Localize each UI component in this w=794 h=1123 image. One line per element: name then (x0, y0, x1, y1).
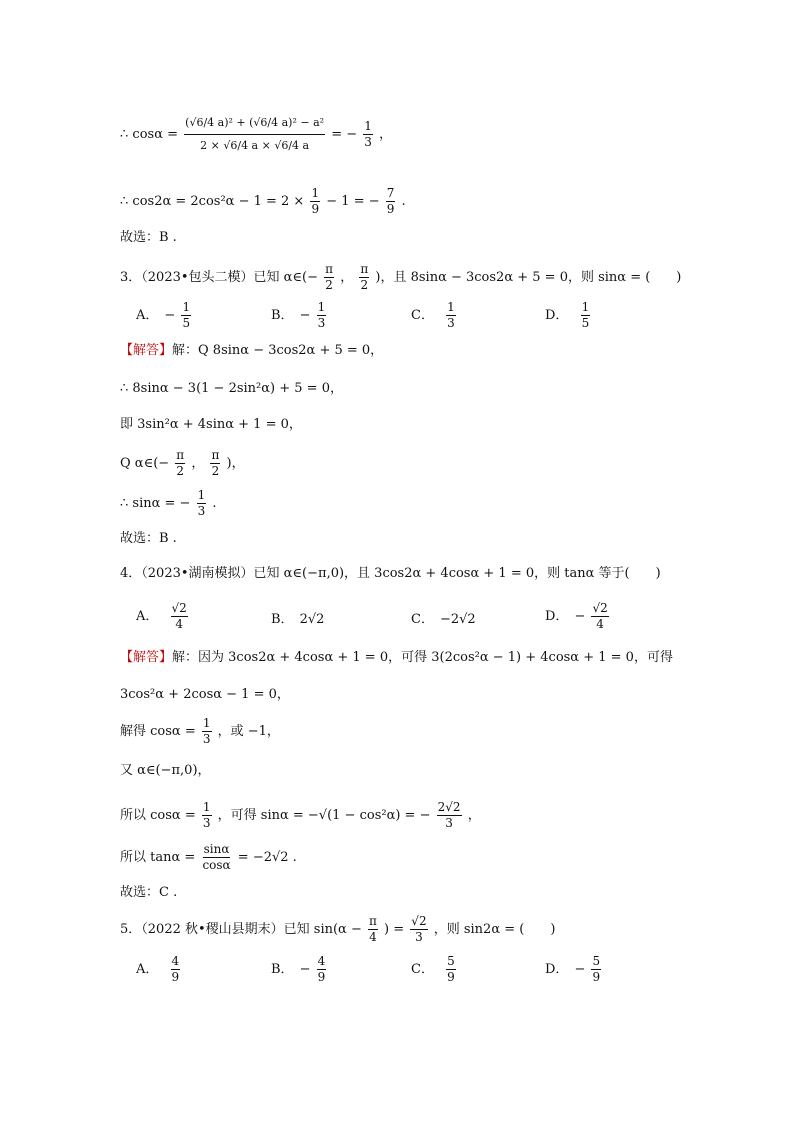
q3-option-b: B． − $\frac{1}{3}$ (271, 300, 326, 330)
q3-answer-line-4: Q α∈(− $\frac{\pi}{2}$ ， $\frac{\pi}{2}$ )， (120, 448, 245, 478)
q3-answer-line-1: 【解答】解：Q 8sinα − 3cos2α + 5 = 0， (120, 343, 384, 358)
q5-option-d: D． − $\frac{5}{9}$ (545, 954, 601, 984)
q3-answer-line-5: ∴ sinα = − $\frac{1}{3}$ . (120, 488, 217, 518)
q3-answer-line-3: 即 3sin²α + 4sinα + 1 = 0， (120, 417, 302, 432)
cos-alpha-line: ∴ cosα = $\frac{\text{(√6/4 a)² + (√6/4 a)² − a²}}{2 \times √6/4 a \times √6/4 a}$ = − $\frac{1}{3}$ ， (120, 112, 392, 157)
q3-answer-line-2: ∴ 8sinα − 3(1 − 2sin²α) + 5 = 0， (120, 381, 343, 396)
q4-answer-line-1: 【解答】解：因为 3cos2α + 4cosα + 1 = 0，可得 3(2cos²α − 1) + 4cosα + 1 = 0，可得 (120, 650, 673, 665)
q5-option-c: C． $\frac{5}{9}$ (411, 954, 455, 984)
answer-tag: 【解答】 (120, 343, 173, 358)
cos-alpha-fraction: $\frac{\text{(√6/4 a)² + (√6/4 a)² − a²}}{2 \times √6/4 a \times √6/4 a}$ (184, 112, 325, 157)
q4-option-a: A． $\frac{√2}{4}$ (136, 601, 187, 631)
q3-option-a: A． − $\frac{1}{5}$ (136, 300, 191, 330)
q4-answer-line-3: 解得 cosα = $\frac{1}{3}$ ，或 −1， (120, 716, 280, 746)
answer-tag: 【解答】 (120, 650, 173, 665)
question-3: 3．（2023•包头二模）已知 α∈(− $\frac{\pi}{2}$ ， $\frac{\pi}{2}$ )，且 8sinα − 3cos2α + 5 = 0，则 sinα = ( ) (120, 262, 682, 292)
q4-answer-line-2: 3cos²α + 2cosα − 1 = 0， (120, 687, 290, 702)
choice-line-q4: 故选：C . (120, 885, 178, 900)
cos-2alpha-line: ∴ cos2α = 2cos²α − 1 = 2 × $\frac{1}{9}$ − 1 = − $\frac{7}{9}$ . (120, 186, 406, 216)
q4-option-b: B． 2√2 (271, 612, 325, 627)
q5-option-a: A． $\frac{4}{9}$ (136, 954, 180, 984)
q4-answer-line-4: 又 α∈(−π,0)， (120, 763, 211, 778)
q5-option-b: B． − $\frac{4}{9}$ (271, 954, 326, 984)
q4-answer-line-6: 所以 tanα = $\frac{\sin\alpha}{\cos\alpha}$ = −2√2 . (120, 842, 297, 872)
q4-option-d: D． − $\frac{√2}{4}$ (545, 601, 608, 631)
choice-line-q3: 故选：B . (120, 531, 177, 546)
question-5: 5．（2022 秋•稷山县期末）已知 sin(α − $\frac{\pi}{4}$ ) = $\frac{√2}{3}$ ，则 sin2α = ( ) (120, 914, 556, 944)
q3-option-d: D． $\frac{1}{5}$ (545, 300, 590, 330)
q4-answer-line-5: 所以 cosα = $\frac{1}{3}$ ，可得 sinα = −√(1 − cos²α) = − $\frac{2√2}{3}$ ， (120, 800, 481, 830)
q3-option-c: C． $\frac{1}{3}$ (411, 300, 455, 330)
question-4: 4．（2023•湖南模拟）已知 α∈(−π,0)，且 3cos2α + 4cosα + 1 = 0，则 tanα 等于( ) (120, 566, 661, 581)
q4-option-c: C． −2√2 (411, 612, 476, 627)
choice-line-q2: 故选：B . (120, 230, 177, 245)
